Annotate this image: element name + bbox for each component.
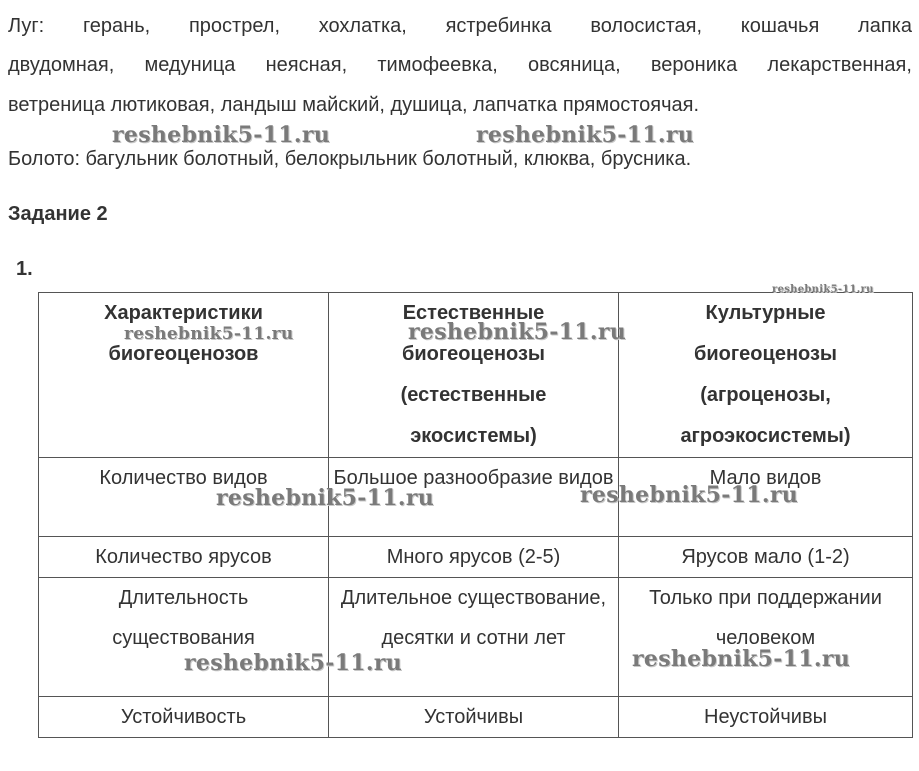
- intro-line-1: [8, 14, 912, 38]
- table-cell: Длительность существования: [39, 578, 329, 697]
- table-cell: Ярусов мало (1-2): [619, 537, 913, 578]
- table-row: [39, 697, 913, 738]
- word: лекарственная,: [767, 54, 912, 76]
- word: овсяница,: [527, 54, 621, 76]
- header-cell: Характеристики биогеоценозов: [39, 293, 329, 458]
- watermark: reshebnik5-11.ru: [408, 319, 627, 345]
- watermark: reshebnik5-11.ru: [112, 122, 331, 148]
- word: герань,: [82, 15, 151, 37]
- intro-line-4: Болото: багульник болотный, белокрыльник болотный, клюква, брусника.: [8, 148, 692, 170]
- table-header-row: [39, 293, 913, 458]
- table-cell: Только при поддержании человеком: [619, 578, 913, 697]
- header-cell: Культурные биогеоценозы (агроценозы, агроэкосистемы): [619, 293, 913, 458]
- word: прострел,: [188, 15, 280, 37]
- item-number: 1.: [16, 258, 33, 280]
- word: неясная,: [265, 54, 348, 76]
- word: Луг:: [8, 15, 45, 37]
- table-cell: Большое разнообразие видов: [329, 458, 619, 537]
- word: вероника: [650, 54, 738, 76]
- watermark: reshebnik5-11.ru: [216, 485, 435, 511]
- watermark: reshebnik5-11.ru: [184, 650, 403, 676]
- table-cell: Устойчивость: [39, 697, 329, 738]
- table-cell: Количество видов: [39, 458, 329, 537]
- watermark: reshebnik5-11.ru: [580, 482, 799, 508]
- word: хохлатка,: [318, 15, 407, 37]
- watermark: reshebnik5-11.ru: [632, 646, 851, 672]
- table-cell: Много ярусов (2-5): [329, 537, 619, 578]
- word: тимофеевка,: [377, 54, 498, 76]
- intro-line-3: ветреница лютиковая, ландыш майский, душица, лапчатка прямостоячая.: [8, 94, 700, 116]
- word: медуница: [144, 54, 236, 76]
- table-cell: Длительное существование, десятки и сотни лет: [329, 578, 619, 697]
- word: лапка: [858, 15, 912, 37]
- intro-line-2: [8, 53, 912, 77]
- word: волосистая,: [590, 15, 703, 37]
- watermark: reshebnik5-11.ru: [476, 122, 695, 148]
- table-cell: Мало видов: [619, 458, 913, 537]
- task-heading: Задание 2: [8, 203, 108, 225]
- table-cell: Количество ярусов: [39, 537, 329, 578]
- watermark: reshebnik5-11.ru: [772, 284, 874, 295]
- header-cell: Естественные биогеоценозы (естественные экосистемы): [329, 293, 619, 458]
- watermark: reshebnik5-11.ru: [124, 324, 294, 344]
- table-row: [39, 537, 913, 578]
- table-row: [39, 578, 913, 697]
- table-cell: Устойчивы: [329, 697, 619, 738]
- word: ястребинка: [445, 15, 552, 37]
- table-cell: Неустойчивы: [619, 697, 913, 738]
- word: двудомная,: [8, 54, 115, 76]
- word: кошачья: [740, 15, 820, 37]
